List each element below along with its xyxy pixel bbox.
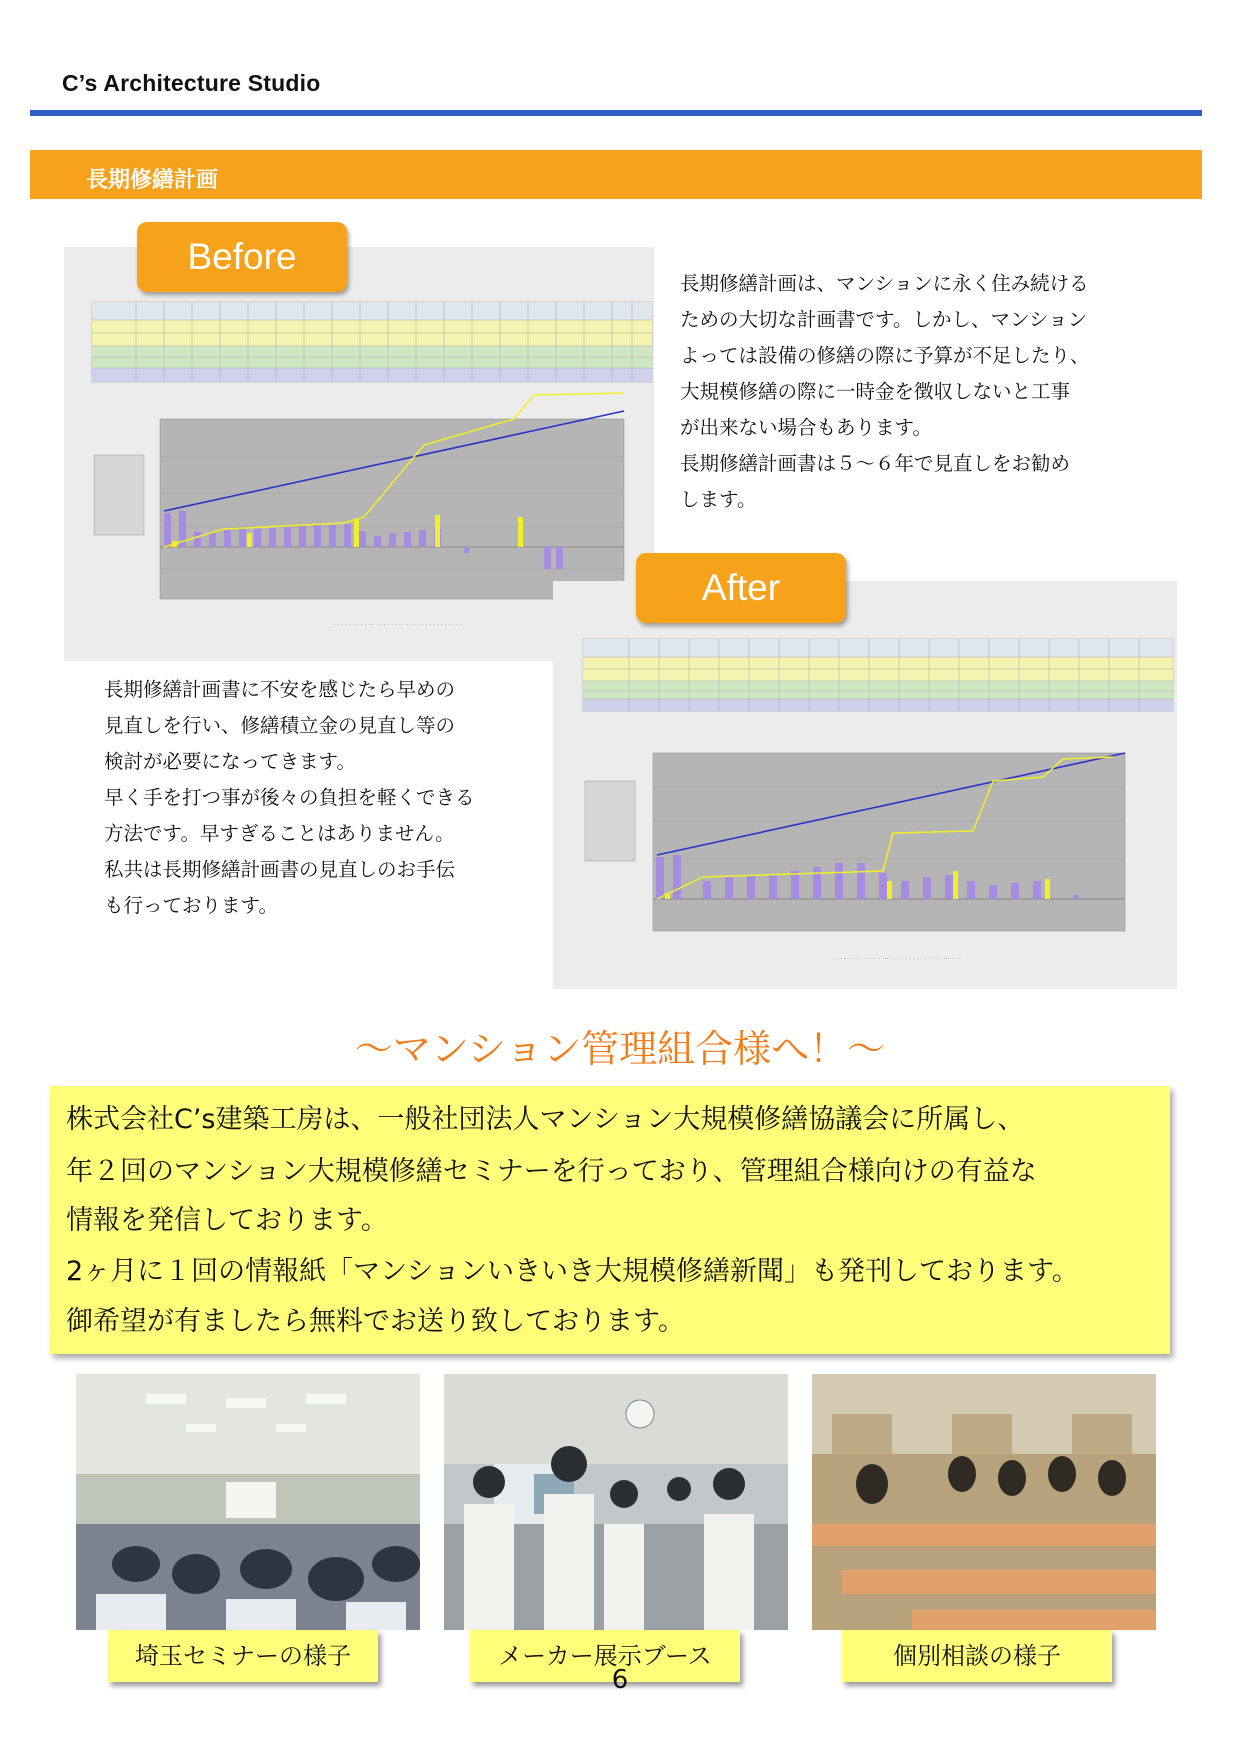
intro-line: よっては設備の修繕の際に予算が不足したり、	[680, 344, 1090, 367]
after-chart-image	[553, 581, 1177, 989]
header-title: C’s Architecture Studio	[62, 70, 321, 96]
advice-line: 方法です。早すぎることはありません。	[104, 822, 455, 845]
advice-line: 検討が必要になってきます。	[104, 750, 356, 773]
notice-line: 年２回のマンション大規模修繕セミナーを行っており、管理組合様向けの有益な	[66, 1156, 1037, 1187]
advice-line: 私共は長期修繕計画書の見直しのお手伝	[104, 858, 456, 881]
intro-line: 長期修繕計画書は５～６年で見直しをお勧め	[680, 452, 1071, 475]
after-chart-panel	[553, 581, 1177, 989]
booth-caption: メーカー展示ブース	[470, 1630, 740, 1682]
intro-paragraph	[680, 266, 1090, 518]
advice-line: 長期修繕計画書に不安を感じたら早めの	[104, 678, 456, 701]
advice-line: も行っております。	[104, 894, 278, 917]
advice-line: 早く手を打つ事が後々の負担を軽くできる	[104, 786, 475, 809]
notice-line: 御希望が有ましたら無料でお送り致しております。	[66, 1306, 685, 1337]
after-label: After	[636, 553, 846, 623]
header-divider	[30, 110, 1202, 116]
notice-box	[50, 1086, 1170, 1354]
notice-line: 株式会社C’s建築工房は、一般社団法人マンション大規模修繕協議会に所属し、	[66, 1104, 1025, 1135]
intro-line: します。	[680, 488, 757, 511]
seminar-photo	[76, 1374, 420, 1630]
consultation-photo	[812, 1374, 1156, 1630]
before-label: Before	[137, 222, 347, 292]
svg-text:· · · · · · · · · · · · · · ·: · · · · · · · · · · · · · · · · · · · · · · · · · · · · · · · · · ·	[334, 622, 462, 629]
intro-line: 長期修繕計画は、マンションに永く住み続ける	[680, 272, 1089, 295]
intro-line: が出来ない場合もあります。	[680, 416, 932, 439]
intro-line: ための大切な計画書です。しかし、マンション	[680, 308, 1088, 331]
svg-text:· · · · · · · · · · · · · · ·: · · · · · · · · · · · · · · · · · · · · · · · · · · · · · · · · · ·	[833, 956, 961, 963]
notice-line: 情報を発信しております。	[66, 1205, 388, 1236]
advice-paragraph	[104, 672, 475, 924]
advice-line: 見直しを行い、修繕積立金の見直し等の	[104, 714, 456, 737]
page-number: 6	[611, 1665, 629, 1695]
seminar-caption: 埼玉セミナーの様子	[108, 1630, 378, 1682]
booth-photo	[444, 1374, 788, 1630]
consultation-caption: 個別相談の様子	[842, 1630, 1112, 1682]
union-heading: ～マンション管理組合様へ！～	[354, 1027, 886, 1071]
intro-line: 大規模修繕の際に一時金を徴収しないと工事	[680, 380, 1071, 403]
notice-line: 2ヶ月に１回の情報紙「マンションいきいき大規模修繕新聞」も発刊しております。	[66, 1256, 1079, 1287]
section-title: 長期修繕計画	[86, 168, 219, 193]
